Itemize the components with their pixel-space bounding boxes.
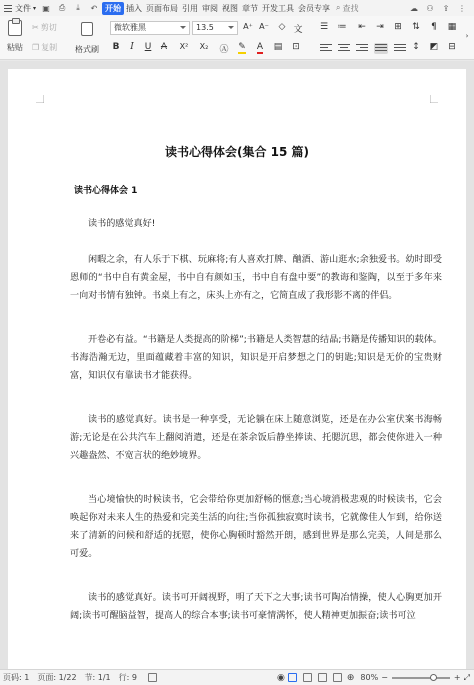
font-color-label: A <box>256 42 264 52</box>
tab-insert[interactable]: 插入 <box>126 3 143 13</box>
fit-window-icon[interactable]: ⤢ <box>463 672 470 682</box>
page-view-icon[interactable] <box>288 673 297 682</box>
status-bar <box>0 669 474 685</box>
paragraph: 读书的感觉真好。读书是一种享受，无论躺在床上随意浏览，还是在办公室伏案书海畅游;无论是在公共汽车上翻阅消遣，还是在茶余饭后静坐捧读、托腮沉思，都会使你进入一种兴趣盎然、不宽言状的绝妙境界。 <box>70 415 442 461</box>
format-painter-button[interactable] <box>74 20 100 58</box>
save-icon[interactable]: ▣ <box>42 3 50 13</box>
subscript-button[interactable]: X₂ <box>199 42 209 51</box>
numbered-list-icon[interactable]: ≔ <box>337 22 347 32</box>
cut-label: 剪切 <box>40 23 57 32</box>
share-icon[interactable]: ⇪ <box>442 3 450 13</box>
font-color-button[interactable] <box>254 42 266 52</box>
italic-button[interactable]: I <box>130 42 134 52</box>
format-painter-label: 格式刷 <box>75 45 99 54</box>
table-icon[interactable]: ▦ <box>447 22 457 32</box>
char-border-icon[interactable]: ⊡ <box>292 42 300 52</box>
tab-page-layout[interactable]: 页面布局 <box>146 3 179 13</box>
pinyin-icon[interactable]: 文 <box>293 25 303 35</box>
align-left-icon[interactable] <box>320 44 332 53</box>
file-menu-label: 文件 <box>15 3 31 13</box>
outline-view-icon[interactable] <box>303 673 312 682</box>
font-size-select[interactable] <box>192 21 238 35</box>
justify-icon[interactable] <box>374 43 388 54</box>
corner-mark-icon <box>36 95 44 103</box>
export-icon[interactable]: ⤓ <box>76 3 80 12</box>
menu-bar <box>0 0 474 16</box>
border-icon[interactable]: ⊟ <box>448 42 456 52</box>
hamburger-icon <box>4 5 12 12</box>
paste-label: 粘贴 <box>7 43 23 52</box>
shrink-font-icon[interactable]: A⁻ <box>259 22 269 31</box>
zoom-slider-knob[interactable] <box>430 674 437 681</box>
tab-section[interactable]: 章节 <box>242 3 259 13</box>
clipboard-icon <box>8 20 22 36</box>
paste-button[interactable] <box>3 20 27 58</box>
distribute-icon[interactable] <box>394 44 406 53</box>
search-box[interactable] <box>336 3 358 14</box>
sort-icon[interactable]: ⇅ <box>412 22 420 32</box>
spellcheck-icon[interactable] <box>148 673 157 682</box>
copy-label: 复制 <box>41 43 58 52</box>
window-tools <box>406 3 474 13</box>
document-page[interactable] <box>8 69 466 669</box>
tab-review[interactable]: 审阅 <box>202 3 219 13</box>
clear-format-icon[interactable]: ◇ <box>278 22 286 32</box>
zoom-level[interactable]: 80% <box>360 673 379 682</box>
shading-icon[interactable]: ◩ <box>429 42 439 52</box>
globe-icon[interactable]: ⊕ <box>346 672 355 683</box>
chinese-layout-icon[interactable]: ⊞ <box>394 22 402 32</box>
tab-developer[interactable]: 开发工具 <box>262 3 295 13</box>
bullet-list-icon[interactable]: ☰ <box>319 22 329 32</box>
page-count[interactable]: 页面: 1/22 <box>37 673 77 682</box>
line-spacing-icon[interactable]: ↕ <box>412 42 420 52</box>
more-icon[interactable]: ⋮ <box>458 3 466 13</box>
font-name-select[interactable] <box>110 21 190 35</box>
font-name-value: 微软雅黑 <box>114 23 146 32</box>
decrease-indent-icon[interactable]: ⇤ <box>358 22 366 32</box>
text-effect-icon[interactable]: Ⓐ <box>219 45 229 55</box>
paragraph: 当心境愉快的时候读书，它会带给你更加舒畅的惬意;当心境消极悲观的时候读书，它会唤起你对未来人生的热爱和完美生活的向往;当你孤独寂寞时读书，它就像佳人乍到，给你送来了清新的问候和舒适的抚慰，使你心胸顿时豁然开朗，感到世界是那么完美，人间是那么可爱。 <box>70 495 442 559</box>
web-view-icon[interactable] <box>318 673 327 682</box>
undo-icon[interactable]: ↶ <box>90 3 98 13</box>
chevron-down-icon: ▾ <box>33 4 37 12</box>
strikethrough-button[interactable]: A <box>160 42 168 52</box>
cut-button[interactable] <box>32 22 57 33</box>
highlight-icon[interactable]: ✎ <box>238 42 246 52</box>
ribbon-scroll-right-icon[interactable]: › <box>465 32 469 40</box>
ribbon-home <box>0 16 474 60</box>
align-center-icon[interactable] <box>338 44 350 53</box>
zoom-in-icon[interactable]: + <box>453 673 461 682</box>
document-title: 读书心得体会(集合 15 篇) <box>164 145 310 159</box>
user-icon[interactable]: ⚇ <box>426 3 434 13</box>
paragraph: 读书的感觉真好。读书可开阔视野，明了天下之大事;读书可陶冶情操，使人心胸更加开阔;读书可醒脑益智，提高人的综合本事;读书可豪情满怀，使人精神更加振奋;读书可泣 <box>70 593 442 621</box>
scissors-icon: ✂ <box>32 23 39 32</box>
bold-button[interactable]: B <box>112 42 120 52</box>
corner-mark-icon <box>430 95 438 103</box>
write-view-icon[interactable] <box>333 673 342 682</box>
eye-icon[interactable]: ◉ <box>277 672 285 683</box>
brush-icon <box>81 22 93 36</box>
paragraph: 闲暇之余，有人乐于下棋、玩麻将;有人喜欢打牌、酗酒、游山逛水;余独爱书。幼时即受恩师的“书中自有黄金屋，书中自有颜如玉，书中自有盘中要”的教诲和鉴陶，以至于多年来一向对书情有独钟。书桌上有之，床头上亦有之，它简直成了我形影不离的伴侣。 <box>70 255 442 301</box>
cloud-icon[interactable]: ☁ <box>410 3 418 13</box>
font-size-value: 13.5 <box>196 23 214 32</box>
chevron-down-icon <box>228 26 234 29</box>
increase-indent-icon[interactable]: ⇥ <box>376 22 384 32</box>
char-shading-icon[interactable]: ▤ <box>273 42 283 52</box>
section-indicator: 节: 1/1 <box>84 673 111 682</box>
zoom-out-icon[interactable]: − <box>381 673 388 682</box>
section-heading: 读书心得体会 1 <box>74 186 138 196</box>
search-label: 查找 <box>342 3 359 13</box>
zoom-slider[interactable] <box>392 677 450 679</box>
superscript-button[interactable]: X² <box>179 42 189 51</box>
chevron-down-icon <box>180 26 186 29</box>
row-indicator: 行: 9 <box>118 673 137 682</box>
copy-button[interactable] <box>32 42 57 53</box>
paragraph: 开卷必有益。“书籍是人类提高的阶梯”;书籍是人类智慧的结晶;书籍是传播知识的载体。书海浩瀚无边，里面蕴藏着丰富的知识，知识是开启梦想之门的钥匙;知识是无价的宝贵财富，知识仅有靠读书才能获得。 <box>70 335 442 381</box>
page-number[interactable]: 页码: 1 <box>3 673 30 682</box>
file-menu[interactable] <box>0 3 38 14</box>
tab-member[interactable]: 会员专享 <box>298 3 331 13</box>
align-right-icon[interactable] <box>356 44 368 53</box>
copy-icon: ❐ <box>32 43 40 52</box>
show-marks-icon[interactable]: ¶ <box>431 22 437 32</box>
tab-references[interactable]: 引用 <box>182 3 199 13</box>
print-icon[interactable]: ⎙ <box>58 3 66 12</box>
search-icon: ⌕ <box>336 3 341 12</box>
paragraph: 读书的感觉真好! <box>88 219 156 229</box>
grow-font-icon[interactable]: A⁺ <box>243 22 253 31</box>
document-area[interactable] <box>0 61 474 669</box>
underline-button[interactable]: U <box>144 42 152 52</box>
tab-home[interactable]: 开始 <box>102 2 124 15</box>
tab-view[interactable]: 视图 <box>222 3 239 13</box>
